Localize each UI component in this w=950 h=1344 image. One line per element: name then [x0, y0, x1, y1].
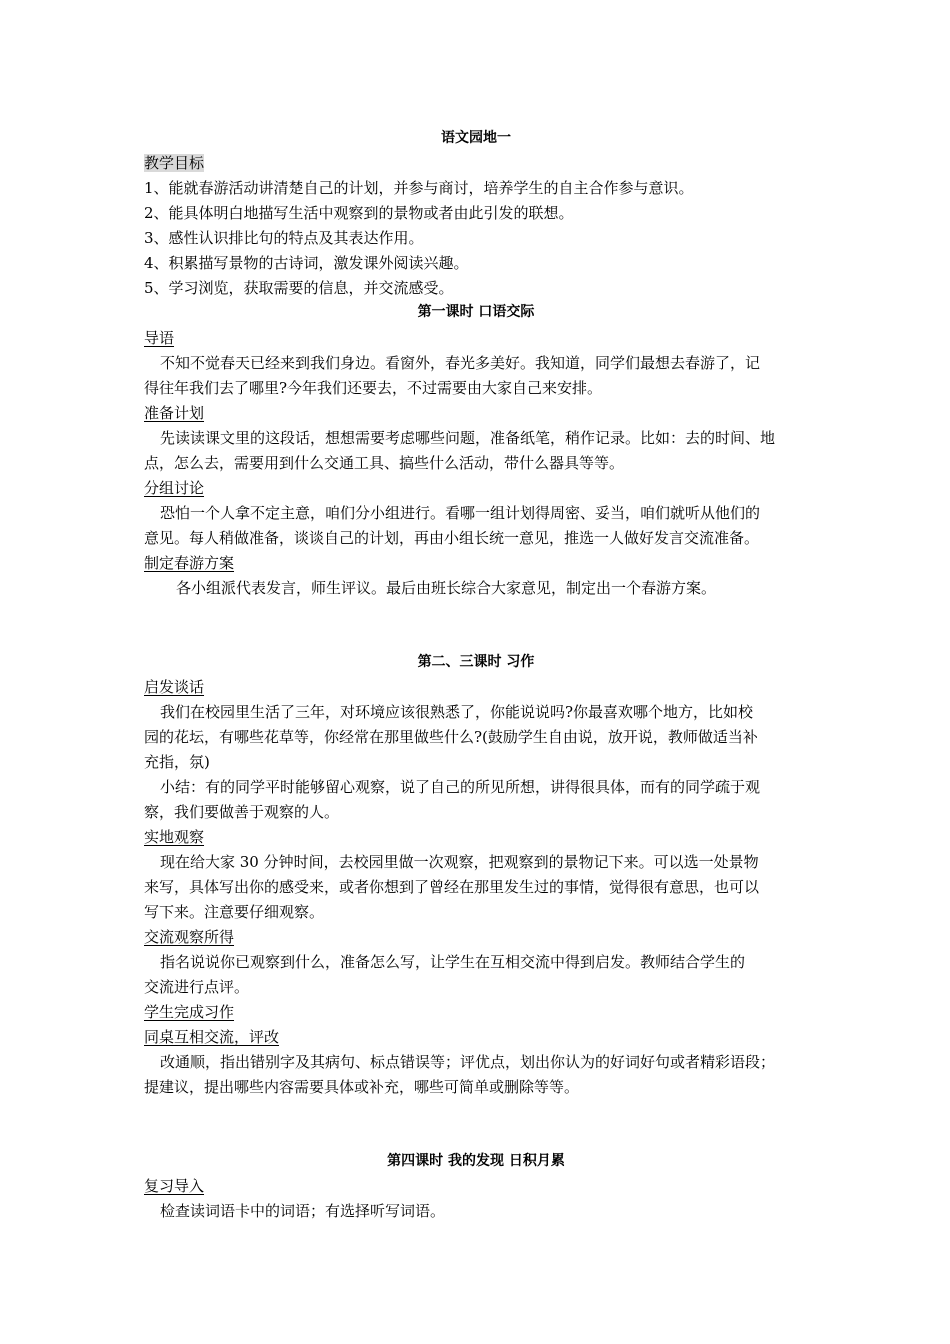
section-heading: 同桌互相交流，评改 — [144, 1028, 280, 1046]
paragraph-line: 写下来。注意要仔细观察。 — [144, 903, 325, 921]
paragraph-line: 充指，氛) — [144, 753, 210, 771]
paragraph-line: 得往年我们去了哪里?今年我们还要去，不过需要由大家自己来安排。 — [144, 379, 603, 397]
goal-item: 3、感性认识排比句的特点及其表达作用。 — [144, 229, 424, 247]
section-heading: 实地观察 — [144, 828, 205, 846]
section-heading: 学生完成习作 — [144, 1003, 235, 1021]
goal-item: 4、积累描写景物的古诗词，激发课外阅读兴趣。 — [144, 254, 469, 272]
section-title: 第二、三课时 习作 — [417, 654, 535, 670]
paragraph-line: 园的花坛，有哪些花草等，你经常在那里做些什么?(鼓励学生自由说，放开说，教师做适当补 — [144, 728, 758, 746]
section-heading: 交流观察所得 — [144, 928, 235, 946]
paragraph-line: 不知不觉春天已经来到我们身边。看窗外，春光多美好。我知道，同学们最想去春游了，记 — [160, 354, 761, 372]
paragraph-line: 我们在校园里生活了三年，对环境应该很熟悉了，你能说说吗?你最喜欢哪个地方，比如校 — [160, 703, 754, 721]
section-title: 第四课时 我的发现 日积月累 — [387, 1153, 565, 1169]
paragraph-line: 各小组派代表发言，师生评议。最后由班长综合大家意见，制定出一个春游方案。 — [176, 579, 717, 597]
paragraph-line: 改通顺，指出错别字及其病句、标点错误等；评优点，划出你认为的好词好句或者精彩语段； — [160, 1053, 776, 1071]
paragraph-line: 察，我们要做善于观察的人。 — [144, 803, 340, 821]
paragraph-line: 点，怎么去，需要用到什么交通工具、搞些什么活动，带什么器具等等。 — [144, 454, 625, 472]
paragraph-line: 恐怕一个人拿不定主意，咱们分小组进行。看哪一组计划得周密、妥当，咱们就听从他们的 — [160, 504, 761, 522]
paragraph-line: 现在给大家 30 分钟时间，去校园里做一次观察，把观察到的景物记下来。可以选一处景物 — [160, 853, 759, 871]
paragraph-line: 来写，具体写出你的感受来，或者你想到了曾经在那里发生过的事情，觉得很有意思，也可以 — [144, 878, 760, 896]
paragraph-line: 先读读课文里的这段话，想想需要考虑哪些问题，准备纸笔，稍作记录。比如：去的时间、地 — [160, 429, 776, 447]
goal-item: 2、能具体明白地描写生活中观察到的景物或者由此引发的联想。 — [144, 204, 574, 222]
page-title: 语文园地一 — [441, 130, 511, 146]
section-heading: 启发谈话 — [144, 678, 205, 696]
paragraph-line: 指名说说你已观察到什么，准备怎么写，让学生在互相交流中得到启发。教师结合学生的 — [160, 953, 746, 971]
goals-heading: 教学目标 — [144, 154, 205, 172]
section-heading: 复习导入 — [144, 1177, 205, 1195]
goal-item: 1、能就春游活动讲清楚自己的计划，并参与商讨，培养学生的自主合作参与意识。 — [144, 179, 694, 197]
section-heading: 分组讨论 — [144, 479, 205, 497]
goal-item: 5、学习浏览，获取需要的信息，并交流感受。 — [144, 279, 454, 297]
paragraph-line: 意见。每人稍做准备，谈谈自己的计划，再由小组长统一意见，推选一人做好发言交流准备。 — [144, 529, 760, 547]
section-heading: 导语 — [144, 329, 175, 347]
section-heading: 准备计划 — [144, 404, 205, 422]
section-heading: 制定春游方案 — [144, 554, 235, 572]
paragraph-line: 交流进行点评。 — [144, 978, 250, 996]
paragraph-line: 小结：有的同学平时能够留心观察，说了自己的所见所想，讲得很具体，而有的同学疏于观 — [160, 778, 761, 796]
paragraph-line: 检查读词语卡中的词语；有选择听写词语。 — [160, 1202, 446, 1220]
paragraph-line: 提建议，提出哪些内容需要具体或补充，哪些可简单或删除等等。 — [144, 1078, 580, 1096]
section-title: 第一课时 口语交际 — [417, 304, 535, 320]
